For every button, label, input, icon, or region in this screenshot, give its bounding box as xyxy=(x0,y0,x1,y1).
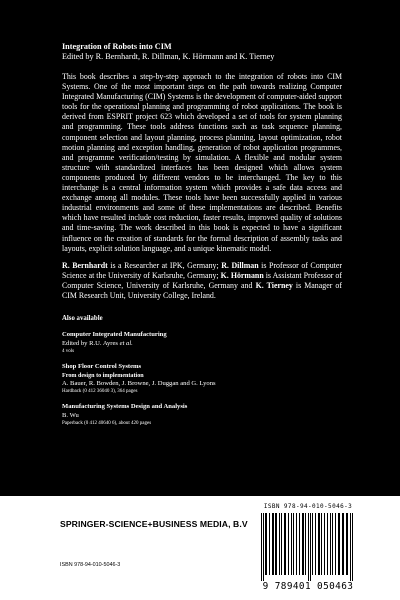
related-book-author: A. Bauer, R. Bowden, J. Browne, J. Duggan and G. Lyons xyxy=(62,379,216,387)
related-book xyxy=(62,403,342,427)
barcode-bars xyxy=(259,513,357,581)
back-cover-text xyxy=(62,42,342,427)
publisher-name: SPRINGER-SCIENCE+BUSINESS MEDIA, B.V xyxy=(60,519,248,529)
related-book-meta: Paperback (0 412 40640 6), about 420 pages xyxy=(62,421,152,427)
related-book-meta: Hardback (0 412 36040 3), 364 pages xyxy=(62,389,138,395)
author-bio: is Assistant Professor of Computer Science, University of Karlsruhe, Germany and xyxy=(62,270,342,290)
related-book-author: B. Wu xyxy=(62,411,79,419)
related-book-author: Edited by R.U. Ayres et al. xyxy=(62,339,133,347)
related-book-title: Computer Integrated Manufacturing xyxy=(62,331,167,339)
book-description: This book describes a step-by-step approach to the integration of robots into CIM Systems. One of the most important steps on the path towards realizing Computer Integrated Manufacturing (CIM) Systems is the development of computer-aided support tools for the operational planning and programming of robot applications. The book is derived from ESPRIT project 623 which developed a set of tools for system planning and programming. These tools address functions such as task sequence planning, component selection and layout planning, process planning, layout optimization, robot motion planning and exception handling, generation of robot application programmes, and programme verification/testing by simulation. A flexible and modular system structure with standardized interfaces has been designed which allows system components produced by different vendors to be interchanged. The key to this interchange is a central information system which provides a safe data access and exchange among all modules. These tools have been successfully applied in various industrial environments and some of these implementations are described. Benefits which have resulted include cost reduction, faster results, improved quality of solutions and time-saving. The work described in this book is expected to have a significant influence on the creation of standards for the formal description of assembly tasks and layouts, explicit solution language, and a unique kinematic model. xyxy=(62,72,342,253)
author-name: R. Dillman xyxy=(221,260,259,270)
related-book-subtitle: From design to implementation xyxy=(62,372,144,379)
author-bios xyxy=(62,261,342,301)
author-bio: is Professor of Computer Science at the University of Karlsruhe, Germany; xyxy=(62,260,342,280)
author-bio: is a Researcher at IPK, Germany; xyxy=(107,260,222,270)
related-book xyxy=(62,363,342,395)
barcode-digits: 9 789401 050463 xyxy=(262,581,354,592)
author-name: K. Tierney xyxy=(255,280,293,290)
related-book xyxy=(62,331,342,355)
isbn-barcode xyxy=(253,503,363,595)
author-name: K. Hörmann xyxy=(220,270,264,280)
also-available-heading: Also available xyxy=(62,315,103,323)
related-book-title: Shop Floor Control Systems xyxy=(62,363,142,371)
book-title: Integration of Robots into CIM xyxy=(62,42,172,51)
author-bio: is Manager of CIM Research Unit, University College, Ireland. xyxy=(62,280,343,300)
related-book-meta: 4 vols xyxy=(62,349,75,355)
barcode-isbn-label: ISBN 978-94-010-5046-3 xyxy=(263,503,353,510)
isbn-text: ISBN 978-94-010-5046-3 xyxy=(60,562,121,568)
author-name: R. Bernhardt xyxy=(62,260,108,270)
related-book-title: Manufacturing Systems Design and Analysis xyxy=(62,403,188,411)
book-editors: Edited by R. Bernhardt, R. Dillman, K. Hörmann and K. Tierney xyxy=(62,52,275,61)
